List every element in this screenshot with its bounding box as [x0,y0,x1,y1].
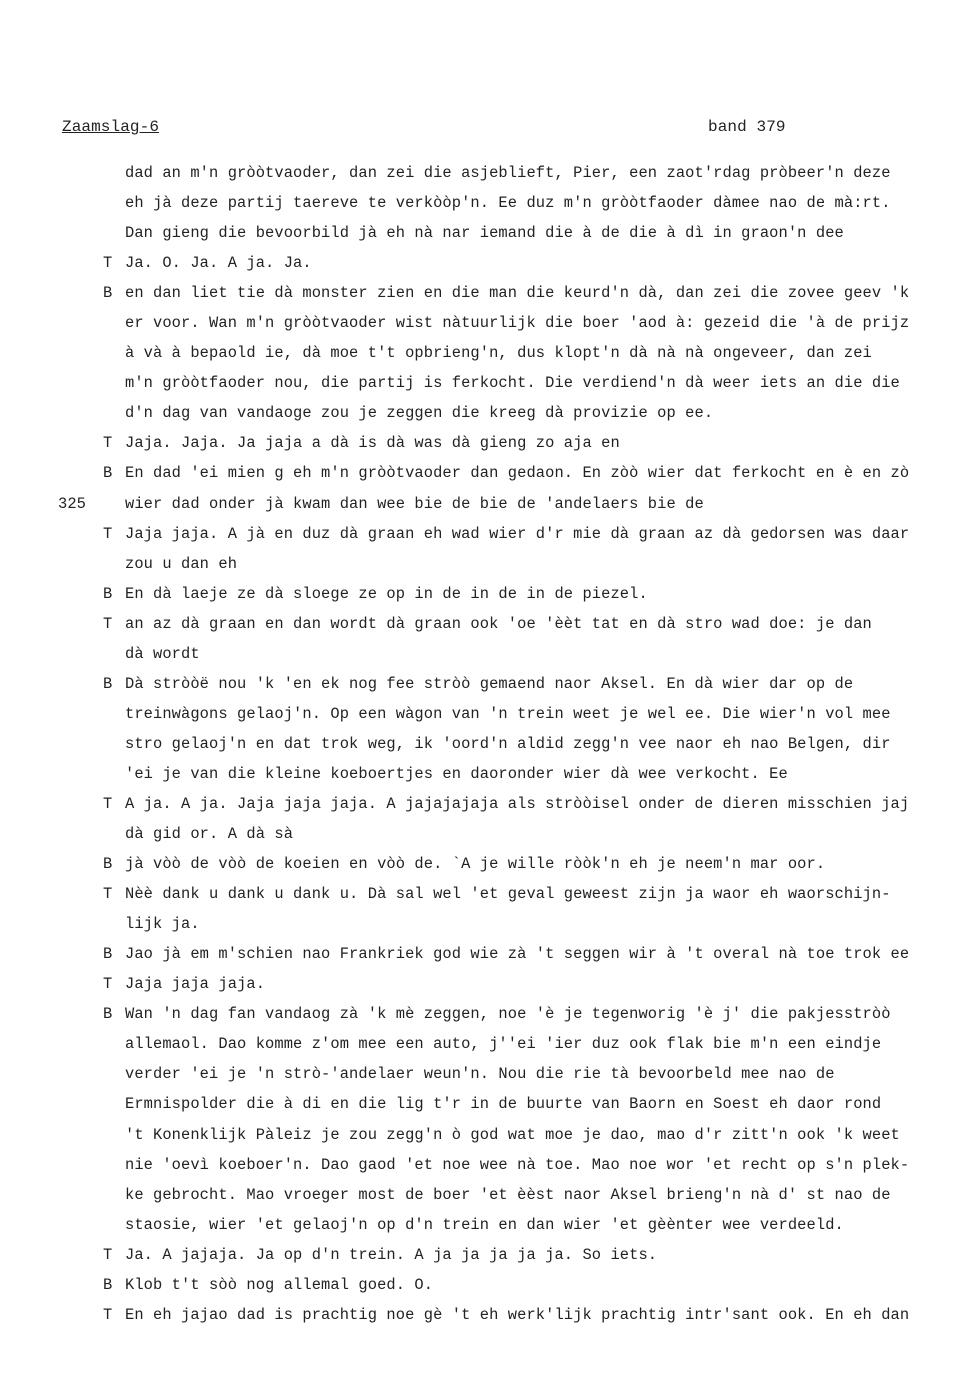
transcript-line [0,759,973,789]
speaker-label: T [103,524,113,543]
line-text: Klob t't sòò nog allemal goed. O. [125,1275,434,1294]
line-text: En dad 'ei mien g eh m'n gròòtvaoder dan gedaon. En zòò wier dat ferkocht en è en zò [125,464,910,483]
transcript-line [0,1240,973,1270]
line-text: stro gelaoj'n en dat trok weg, ik 'oord'n aldid zegg'n vee naor eh nao Belgen, dir [125,734,891,753]
line-text: allemaol. Dao komme z'om mee een auto, j''ei 'ier duz ook flak bie m'n een eindje [125,1035,882,1054]
speaker-label: T [103,1305,113,1324]
speaker-label: T [103,794,113,813]
transcript-line [0,1300,973,1330]
transcript-line [0,368,973,398]
transcript-line [0,789,973,819]
transcript-line [0,639,973,669]
transcript-line [0,729,973,759]
line-text: dà wordt [125,644,200,663]
line-text: Dan gieng die bevoorbild jà eh nà nar iemand die à de die à dì in graon'n dee [125,224,844,243]
line-text: ke gebrocht. Mao vroeger most de boer 'et èèst naor Aksel brieng'n nà d' st nao de [125,1185,891,1204]
transcript-line [0,278,973,308]
transcript-line [0,398,973,428]
transcript-body [0,158,973,1330]
line-text: Nèè dank u dank u dank u. Dà sal wel 'et geval geweest zijn ja waor eh waorschijn- [125,885,891,904]
line-text: jà vòò de vòò de koeien en vòò de. `A je wille ròòk'n eh je neem'n mar oor. [125,855,826,874]
speaker-label: B [103,1005,113,1024]
line-text: verder 'ei je 'n strò-'andelaer weun'n. Nou die rie tà bevoorbeld mee nao de [125,1065,835,1084]
line-text: A ja. A ja. Jaja jaja jaja. A jajajajaja als stròòisel onder de dieren misschien jaj [125,794,910,813]
line-text: En eh jajao dad is prachtig noe gè 't eh werk'lijk prachtig intr'sant ook. En eh dan [125,1305,910,1324]
speaker-label: T [103,434,113,453]
speaker-label: T [103,614,113,633]
speaker-label: T [103,1245,113,1264]
line-text: Ermnispolder die à di en die lig t'r in de buurte van Baorn en Soest eh daor rond [125,1095,882,1114]
transcript-line [0,1210,973,1240]
transcript-line [0,1059,973,1089]
transcript-line [0,248,973,278]
transcript-line [0,549,973,579]
line-text: zou u dan eh [125,554,238,573]
line-text: 't Konenklijk Pàleiz je zou zegg'n ò god wat moe je dao, mao d'r zitt'n ook 'k weet [125,1125,900,1144]
line-text: 'ei je van die kleine koeboertjes en daoronder wier dà wee verkocht. Ee [125,764,788,783]
line-text: En dà laeje ze dà sloege ze op in de in de in de piezel. [125,584,648,603]
speaker-label: B [103,674,113,693]
line-text: dad an m'n gròòtvaoder, dan zei die asjeblieft, Pier, een zaot'rdag pròbeer'n deze [125,164,891,182]
line-text: er voor. Wan m'n gròòtvaoder wist nàtuurlijk die boer 'aod à: gezeid die 'à de prijz [125,314,910,333]
speaker-label: B [103,464,113,483]
line-text: wier dad onder jà kwam dan wee bie de bie de 'andelaers bie de [125,494,704,513]
speaker-label: T [103,975,113,994]
transcript-line [0,939,973,969]
line-text: Jaja. Jaja. Ja jaja a dà is dà was dà gieng zo aja en [125,434,620,453]
header-tape-number: band 379 [708,118,786,136]
transcript-line [0,1089,973,1119]
line-text: Wan 'n dag fan vandaog zà 'k mè zeggen, noe 'è je tegenworig 'è j' die pakjesstròò [125,1005,891,1024]
line-text: Jao jà em m'schien nao Frankriek god wie zà 't seggen wir à 't overal nà toe trok ee [125,945,910,964]
line-text: dà gid or. A dà sà [125,825,294,844]
transcript-line [0,218,973,248]
line-text: Jaja jaja. A jà en duz dà graan eh wad wier d'r mie dà graan az dà gedorsen was daar [125,524,910,543]
line-text: Jaja jaja jaja. [125,975,266,994]
line-text: Ja. O. Ja. A ja. Ja. [125,254,312,273]
line-text: d'n dag van vandaoge zou je zeggen die kreeg dà provizie op ee. [125,404,714,423]
transcript-line [0,338,973,368]
line-text: à và à bepaold ie, dà moe t't opbrieng'n, dus klopt'n dà nà nà ongeveer, dan zei [125,344,872,363]
line-text: Ja. A jajaja. Ja op d'n trein. A ja ja ja ja ja. So iets. [125,1245,658,1264]
transcript-line [0,1270,973,1300]
line-number: 325 [58,494,87,513]
transcript-line [0,969,973,999]
transcript-line [0,308,973,338]
transcript-line [0,188,973,218]
line-text: nie 'oevì koeboer'n. Dao gaod 'et noe wee nà toe. Mao noe wor 'et recht op s'n plek- [125,1155,910,1174]
transcript-line [0,999,973,1029]
line-text: m'n gròòtfaoder nou, die partij is ferkocht. Die verdiend'n dà weer iets an die die [125,374,900,393]
transcript-line [0,489,973,519]
transcript-line [0,699,973,729]
transcript-line [0,1150,973,1180]
transcript-line [0,849,973,879]
header-location: Zaamslag-6 [62,118,160,136]
speaker-label: B [103,945,113,964]
speaker-label: B [103,584,113,603]
transcript-line [0,519,973,549]
transcript-line [0,819,973,849]
transcript-line [0,579,973,609]
transcript-line [0,458,973,488]
line-text: staosie, wier 'et gelaoj'n op d'n trein en dan wier 'et gèènter wee verdeeld. [125,1215,844,1234]
speaker-label: B [103,1275,113,1294]
transcript-line [0,1120,973,1150]
speaker-label: T [103,885,113,904]
transcript-line [0,609,973,639]
transcript-line [0,909,973,939]
line-text: an az dà graan en dan wordt dà graan ook 'oe 'èèt tat en dà stro wad doe: je dan [125,614,872,633]
line-text: lijk ja. [125,915,200,934]
transcript-line [0,1180,973,1210]
transcript-line [0,879,973,909]
speaker-label: B [103,284,113,303]
line-text: en dan liet tie dà monster zien en die man die keurd'n dà, dan zei die zovee geev 'k [125,284,910,303]
speaker-label: B [103,855,113,874]
transcript-line [0,158,973,188]
speaker-label: T [103,254,113,273]
transcript-line [0,1029,973,1059]
transcript-line [0,428,973,458]
line-text: eh jà deze partij taereve te verkòòp'n. Ee duz m'n gròòtfaoder dàmee nao de mà:rt. [125,194,891,213]
line-text: treinwàgons gelaoj'n. Op een wàgon van 'n trein weet je wel ee. Die wier'n vol mee [125,704,891,723]
line-text: Dà stròòë nou 'k 'en ek nog fee stròò gemaend naor Aksel. En dà wier dar op de [125,674,854,693]
transcript-line [0,669,973,699]
